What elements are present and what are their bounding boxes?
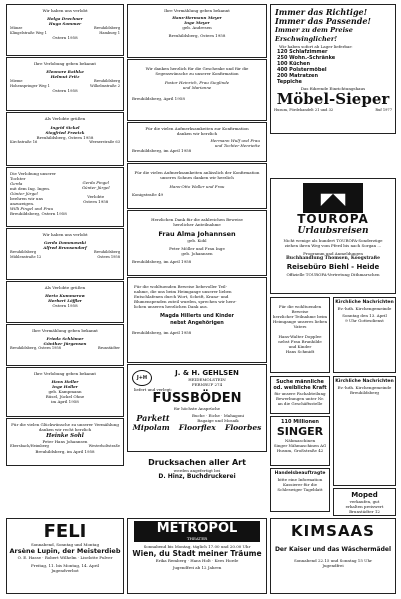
name-1: Ingrid Sickel (50, 125, 80, 130)
engagement-ad-2 (6, 57, 124, 111)
place-2: Breuhildsberg (93, 79, 120, 83)
thanks-ad-9 (6, 418, 124, 466)
floorbes: Floorbes (225, 423, 262, 432)
ad-header: Als Verlobte grüßen (44, 116, 86, 121)
wedding-ad-mid-1 (127, 4, 267, 58)
name-2: Hugo Sommer (48, 21, 82, 26)
church-news-1 (333, 297, 396, 373)
line-2: Sonnabend 22.15 und Sonntag 15 Uhr (293, 558, 373, 563)
line-3: Pastor Heinrich, Frau Sieglinde (164, 80, 230, 85)
line-5: Breuhildsberg, im April 1958 (132, 148, 192, 153)
tagline: Das führende Einrichtungshaus (300, 86, 366, 91)
title: Suche männliche (276, 379, 324, 385)
name-1: Hans-Hermann Meyer (172, 15, 222, 20)
line-1: Für die vielen Aufmerksamkeiten anlässlich der Konfirmation (134, 170, 260, 175)
floorflex: Floorflex (178, 423, 216, 432)
item-4: 400 Polstermöbel (277, 67, 327, 73)
sales-rep-ad (270, 468, 330, 512)
line-3: Heimgange unseres lieben Vaters (272, 319, 328, 329)
ad-header: Die Verlobung unserer Tochter (10, 171, 56, 181)
line-4: und Tochter Henriette (214, 143, 260, 148)
line-3: Hermann Wulf und Frau (210, 138, 260, 143)
title: Kirchliche Nachrichten (335, 379, 394, 384)
place-date: Breuhildsberg, Ostern 1958 (36, 135, 94, 140)
engagement-ad-1 (6, 4, 124, 56)
thanks-ad-mid-3 (127, 122, 267, 162)
printing-ad (127, 456, 267, 486)
place-3: Hohenspringer Weg 1 (10, 83, 50, 88)
line-5: Jugendverbot (51, 568, 79, 573)
line-1: Sonntag den 13. April (342, 313, 387, 318)
line-2: unseres Sohnes danken wir herzlich (160, 175, 234, 180)
company-name: J. & H. GEHLSEN (175, 369, 239, 377)
line-2: herzlicher Anteilnahme (173, 222, 221, 227)
name-4: Hans Schmidt (285, 349, 315, 354)
line-4: Freitag, 11. bis Montag, 14. April (31, 563, 99, 568)
ad-header: Ihre Vermählung geben bekannt (32, 328, 98, 333)
gehlsen-flooring-ad (127, 364, 267, 452)
subtitle: Ev.-luth. Kirchengemeinde (337, 385, 392, 390)
item-2: 250 Wohn.-Schränke (277, 55, 336, 61)
name-2: nebst Angehörigen (170, 320, 224, 326)
line-1: Sonnabend bis Montag, täglich 17.00 und 20.00 Uhr (143, 544, 251, 549)
name-1: Hans-Walter Dopplee (278, 334, 322, 339)
moebel-sieper-ad (270, 4, 396, 134)
name-gerda: Gerda (10, 181, 23, 186)
line-1: Für die vielen Glückwünsche zu unserer Vermählung (11, 422, 119, 427)
line-2: herzlicher Teilnahme beim (272, 314, 328, 319)
line-2: danken wir recht herzlich (38, 427, 92, 432)
mipolam: Mipolam (132, 423, 170, 432)
line-5: Reisebüro Biehl - Heide (286, 263, 380, 271)
line-5: Breuhildsberg, im April 1958 (132, 259, 192, 264)
place-4: Wilhelmstraße 2 (89, 83, 120, 88)
line-1: liefert und verlegt: (134, 387, 173, 392)
thanks-ad-mid-6 (127, 277, 267, 363)
moped-ad (333, 488, 396, 516)
name-3: Günter Jürgel (81, 185, 110, 190)
cast: O. E. Hasse · Robert Wilhelm · Liselotte Pulver (17, 555, 113, 560)
item-3: 100 Küchen (277, 61, 310, 67)
name-1: Herta Kummerow (45, 293, 85, 298)
place-1: Breuhildsberg (10, 250, 37, 254)
thanks-ad-mid-2 (127, 59, 267, 121)
stock-intro: Wir haben sofort ab Lager lieferbar: (279, 44, 353, 49)
line-3: Peter Möller und Frau Inge (169, 246, 225, 251)
line-3: Kassierer für die (282, 482, 318, 487)
ad-header: Ihre Verlobung geben bekannt (34, 371, 96, 376)
name-1: Heinke Sohl (46, 433, 84, 439)
singer-ad (270, 416, 330, 466)
brand: Möbel-Sieper (276, 90, 390, 108)
place-3: Klingelstraße Weg 1 (10, 30, 47, 35)
brand: TOUROPA (297, 212, 369, 226)
place-3: Mühlenstraße 12 (10, 254, 42, 259)
ad-header: Wir haben uns verlobt (42, 8, 88, 13)
line-1: Handelsbeauftragte (274, 471, 326, 476)
line-2: ziehen ihren Weg vom Pferd bis nach Sorgan ... (284, 243, 382, 248)
engagement-ad-6 (6, 281, 124, 323)
place-4: Ostern 1958 (97, 254, 120, 259)
line-2: Nähmaschinen (284, 438, 316, 443)
name-2: Günther Jürgensen (43, 341, 87, 346)
sub: THEATER (186, 536, 208, 541)
line-4: und Marianne (182, 85, 212, 90)
name-1: Helga Drechner (47, 16, 83, 21)
line-4: Schleswiger Tageblatt (277, 487, 323, 492)
line-1: Für die wohltuenden Beweise liebevoller Teil- (134, 284, 227, 289)
metropol-banner (134, 521, 260, 542)
film-title: Arsène Lupin, der Meisterdieb (9, 547, 121, 555)
engagement-ad-5 (6, 228, 124, 280)
cinema-kimsaas-ad (270, 518, 396, 594)
line-4: Husum, Großstraße 42 (276, 448, 324, 453)
place-2: Breuhildsberg (93, 26, 120, 30)
item-6: Teppiche (277, 79, 302, 85)
place-date: Breuhildsberg, Ostern 1958 (168, 33, 226, 38)
line-1: verkaufen, gut (349, 499, 380, 504)
headline: FUSSBÖDEN (152, 391, 242, 406)
slogan-2: Immer das Passende! (275, 16, 371, 26)
cast: Erika Remberg · Hans Holt · Kees Horde (155, 558, 239, 563)
church-news-2 (333, 376, 396, 486)
name-1: Hans Holler (51, 379, 79, 384)
line-4: Buchhandlung Thomsen, Koogstraße (286, 256, 380, 261)
slogan-3: Immer zu dem Preise Erschwinglicher! (275, 26, 353, 43)
line-1: Herzlichen Dank für die zahlreichen Beweise (151, 217, 243, 222)
subtitle: Ev.-luth. Kirchengemeinde (337, 306, 392, 311)
name-2: nebst Frau Brunhilde (278, 339, 322, 344)
line-3: Singer Nähmaschinen AG (273, 443, 327, 448)
line-2: Bewerbungen unter Nr. (275, 396, 325, 401)
wedding-ad-7 (6, 324, 124, 366)
date: Ostern 1958 (52, 88, 78, 94)
line-1: für unsere Fachabteilung (274, 391, 326, 396)
brand: SINGER (276, 425, 324, 438)
name-2: geb. Kohl (187, 238, 207, 243)
line-1: Drucksachen aller Art (148, 458, 246, 467)
gehlsen-logo: J+H (132, 370, 152, 386)
company-city: HEIDEMOLSTEIN (188, 377, 226, 382)
line-5: lichen unseren herzlichen Dank aus. (134, 304, 208, 309)
line-2: danken wir herzlich (176, 131, 218, 136)
line-4: Willi Pingel und Frau (10, 206, 54, 211)
line-3: Brunstädter 12 (349, 509, 380, 514)
line-1: Für die vielen Aufmerksamkeiten zur Konfirmation (145, 126, 249, 131)
name-2: Herbert Löffler (48, 298, 82, 303)
line-5: Breuhildsberg, Ostern 1958 (10, 211, 67, 216)
item-1: 120 Schlafzimmer (277, 49, 328, 55)
place-2: Breuhildsberg (93, 250, 120, 254)
line-4: Konigstraße 49 (132, 192, 164, 197)
place-1: Münze (10, 26, 23, 30)
place-1: Mieme (10, 79, 23, 83)
brand: METROPOL (156, 521, 238, 536)
date: Ostern 1958 (52, 303, 78, 308)
line-4: Blumenspenden zuteil wurden, sprechen wir herz- (134, 299, 237, 304)
line-1: mit dem Ing. Ingen. (10, 186, 51, 191)
place-1: Breuhildsberg, Ostern 1958 (10, 346, 61, 350)
date: im April 1958 (51, 399, 79, 404)
film-title: Wien, du Stadt meiner Träume (132, 549, 262, 558)
line-2: für höchste Ansprüche (173, 406, 221, 411)
right-1: Verlobte (87, 194, 105, 199)
line-2: werden angefertigt bei (173, 468, 221, 473)
subtitle-2: Breuhildsberg (350, 390, 379, 395)
name-2: Peter Hans Johannsen (42, 439, 88, 444)
bagaige: Bagaige und Mosaik (197, 418, 239, 423)
name-1: Magda Hillerts und Kinder (160, 313, 234, 319)
line-2: bitte eine Information (277, 477, 323, 482)
place-4: Hamburg 1 (99, 30, 120, 35)
right-2: Ostern 1958 (83, 199, 109, 204)
title: Moped (351, 491, 378, 499)
name-2: Inge Holler (52, 384, 78, 389)
engagement-ad-8 (6, 367, 124, 417)
place-3: Breuhildsberg, im April 1958 (35, 448, 95, 454)
engagement-ad-3 (6, 112, 124, 166)
name-3: geb. Kampmann (48, 389, 82, 394)
name-3: und Kinder (288, 344, 312, 349)
name-1: Eleonore Rathke (46, 69, 84, 74)
ad-header: Ihre Vermählung geben bekannt (164, 8, 230, 13)
company-phone: FERNRUF 274 (191, 382, 223, 387)
thanks-ad-mid-5 (127, 210, 267, 276)
name-2: Helmut Fritz (50, 74, 80, 79)
parkett: Parkett (136, 413, 170, 423)
cinema-metropol-ad (127, 518, 267, 594)
cinema-feli-ad (6, 518, 124, 594)
line-6: Offizielle TOUROPA-Vertretung Dithmarschen (286, 272, 380, 277)
line-1: 110 Millionen (281, 419, 319, 425)
street-1: Kirchstraße 16 (10, 140, 38, 144)
line-2: Segenswünsche zu unserer Konfirmation (155, 71, 239, 76)
thanks-ad-mid-4 (127, 163, 267, 209)
line-2: 9 Uhr Gottesdienst (345, 318, 384, 323)
line-2: nahme, die uns beim Heimgange unserer lieben (134, 289, 232, 294)
job-ad (270, 376, 330, 414)
line-3: Entschlafenen durch Wort, Schrift, Kranz- und (134, 294, 229, 299)
item-5: 200 Matratzen (277, 73, 319, 79)
name-1: Frau Alma Johannsen (158, 230, 236, 238)
line-2: Günter Jürgel (10, 191, 38, 196)
slogan-1: Immer das Richtige! (275, 7, 368, 17)
line-1: Nicht wenige als hundert TOUROPA-Sonderzüge (283, 238, 383, 243)
brand: KIMSAAS (291, 522, 375, 540)
phone: Ruf 1977 (375, 108, 392, 112)
name-2: Gerda Pingel (82, 180, 109, 185)
line-1: Wir danken herzlich für die Geschenke und für die (145, 66, 249, 71)
line-3: Jugendfrei (322, 563, 344, 568)
name-2: Siegfried Preetzk (45, 130, 85, 135)
place-1: Ebersbach/Heimberg (10, 444, 49, 448)
line-3: Programm und Anmeldungen (303, 251, 363, 256)
line-3: Hans-Otto Waller und Frau (169, 184, 225, 189)
line-5: Breuhildsberg, April 1958 (132, 96, 185, 101)
subtitle: Urlaubsreisen (297, 226, 369, 236)
place-2: Brunstädter (97, 346, 120, 350)
name-3: geb. Andresen (182, 25, 212, 30)
title-2: od. weibliche Kraft (273, 385, 327, 391)
line-4: geb. Johannsen (181, 251, 213, 256)
line-3: an die Geschäftsstelle (277, 401, 323, 406)
engagement-ad-4 (6, 167, 124, 227)
date: Ostern 1958 (52, 35, 78, 41)
name-2: Alfred Brunsendorf (43, 245, 87, 250)
name-1: Gerda Dommowski (43, 240, 87, 245)
place-2: Westerholtstraße (88, 444, 120, 448)
name-1: Frieda Schlömer (46, 336, 84, 341)
ad-header: Ihre Verlobung geben bekannt (34, 61, 96, 66)
touropa-logo-block: ◤◥ (303, 183, 363, 213)
touropa-ad (270, 178, 396, 294)
line-3: D. Hinz, Buchdruckerei (158, 473, 236, 480)
address: Husum, Fördehandelt 21 und 32 (274, 108, 334, 112)
line-1: Sonnabend, Sonntag und Montag (30, 542, 100, 547)
film-title: Der Kaiser und das Wäschermädel (274, 546, 392, 553)
line-3: beehren wir uns anzuzeigen. (10, 196, 44, 206)
line-4: Jugendfrei ab 12 Jahren (172, 565, 222, 570)
line-2: erhalten preiswert (345, 504, 384, 509)
ad-header: Wir haben uns verlobt (42, 232, 88, 237)
place: Rüsel, Jückel Ohne (45, 394, 85, 399)
wood-types: Buche · Eiche · Mahagoni (192, 413, 244, 418)
street-2: Wernerstraße 63 (89, 140, 120, 144)
line-6: Breuhildsberg, im April 1958 (132, 330, 192, 335)
name-2: Inge Meyer (184, 20, 210, 25)
ad-header: Als Verlobte grüßen (44, 285, 86, 290)
title: Kirchliche Nachrichten (335, 300, 394, 305)
brand: FELI (43, 521, 87, 542)
thanks-ad-right (270, 297, 330, 373)
line-1: Für die wohltuenden Beweise (278, 304, 322, 314)
